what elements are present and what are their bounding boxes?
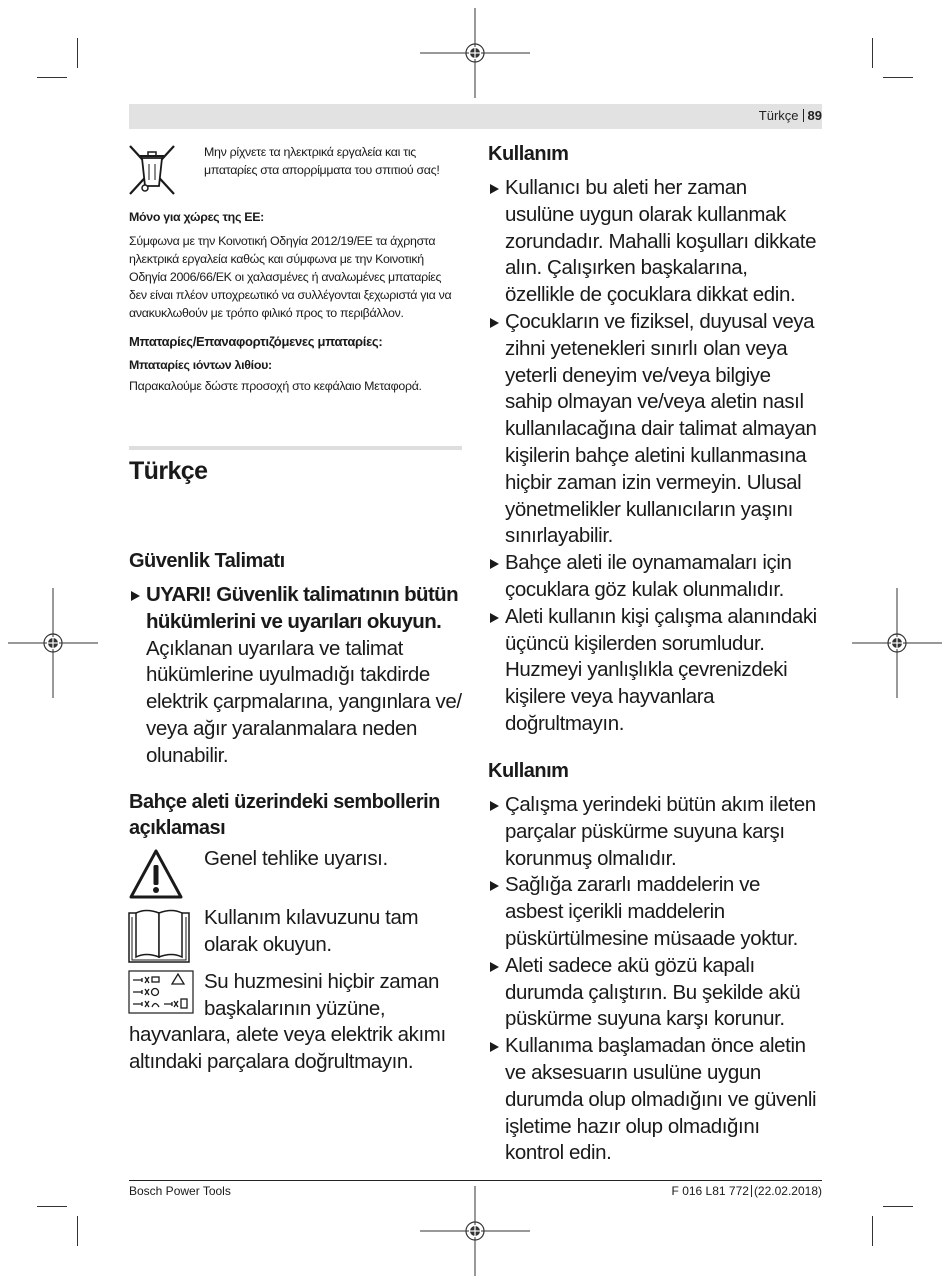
registration-mark-icon xyxy=(420,1186,530,1276)
liion-text: Παρακαλούμε δώστε προσοχή στο κεφάλαιο Μεταφορά. xyxy=(129,379,422,393)
symbol-manual-text: Kullanım kılavuzunu tam olarak okuyun. xyxy=(204,906,419,956)
crop-mark xyxy=(872,1216,873,1246)
symbol-spray-line-3: hayvanlara, alete veya elektrik akımı altındaki parçalara doğrultmayın. xyxy=(129,1023,446,1073)
crop-mark xyxy=(872,38,873,68)
warning-text: Açıklanan uyarılara ve talimat hükümlerine uyulmadığı takdirde elektrik çarpmalarına, yangınlara ve/ veya ağır yaralanmalara neden olunabilir. xyxy=(146,636,462,767)
page-title: Türkçe xyxy=(129,457,208,485)
warning-triangle-icon xyxy=(128,848,184,900)
footer-doc-number: F 016 L81 772 xyxy=(671,1184,749,1198)
header-bar xyxy=(129,104,822,129)
list-item: Sağlığa zararlı maddelerin ve asbest içerikli maddelerin püskürtülmesine müsaade yoktur. xyxy=(488,872,818,952)
symbols-heading: Bahçe aleti üzerindeki sembollerin açıklaması xyxy=(129,791,440,839)
usage-list-1 xyxy=(488,175,818,738)
crop-mark xyxy=(883,1206,913,1207)
disposal-text: Μην ρίχνετε τα ηλεκτρικά εργαλεία και τις μπαταρίες στα απορρίμματα του σπιτιού σας! xyxy=(204,145,440,177)
manual-book-icon xyxy=(128,907,190,963)
symbol-spray-line-1: Su huzmesini hiçbir zaman xyxy=(204,970,439,993)
footer-brand: Bosch Power Tools xyxy=(129,1184,231,1198)
list-item: Çalışma yerindeki bütün akım ileten parçalar püskürme suyuna karşı korunmuş olmalıdır. xyxy=(488,792,818,872)
warning-bold: UYARI! Güvenlik talimatının bütün hükümlerini ve uyarıları okuyun. xyxy=(146,583,459,633)
registration-mark-icon xyxy=(852,588,942,698)
footer-rule xyxy=(129,1180,822,1181)
registration-mark-icon xyxy=(420,8,530,98)
crop-mark xyxy=(37,1206,67,1207)
footer-date: (22.02.2018) xyxy=(753,1184,822,1198)
symbol-spray-line-2: başkalarının yüzüne, xyxy=(204,997,386,1020)
crossed-bin-icon xyxy=(128,144,176,196)
safety-heading: Güvenlik Talimatı xyxy=(129,550,285,572)
spray-prohibition-icon xyxy=(128,970,194,1014)
registration-mark-icon xyxy=(8,588,98,698)
crop-mark xyxy=(883,77,913,78)
symbol-general-text: Genel tehlike uyarısı. xyxy=(204,847,388,870)
footer-doc-info xyxy=(672,1184,822,1198)
eu-text: Σύμφωνα με την Κοινοτική Οδηγία 2012/19/ΕΕ τα άχρηστα ηλεκτρικά εργαλεία καθώς και σύμφωνα με την Κοινοτική Οδηγία 2006/66/ΕΚ οι χαλασμένες ή αναλωμένες μπαταρίες δεν είναι πλέον υποχρεωτικό να συλλέγονται ξεχωριστά για να ανακυκλωθούν με τρόπο φιλικό προς το περιβάλλον. xyxy=(129,234,452,320)
list-item: Kullanıma başlamadan önce aletin ve aksesuarın usulüne uygun durumda olup olmadığını ve güvenli işletime hazır olup olmadığını kontrol edin. xyxy=(488,1033,818,1167)
header-language: Türkçe xyxy=(758,108,799,123)
list-item: Çocukların ve fiziksel, duyusal veya zihni yetenekleri sınırlı olan veya yeterli deneyim ve/veya bilgiye sahip olmayan ve/veya aletin nasıl kullanılacağına dair talimat almayan kişilerin bahçe aletini kullanmasına hiçbir zaman izin vermeyin. Ulusal yönetmelikler kullanıcıların yaşını sınırlayabilir. xyxy=(488,309,818,550)
page-header xyxy=(759,108,822,123)
page-number: 89 xyxy=(807,108,822,123)
list-item: Bahçe aleti ile oynamamaları için çocuklara göz kulak olunmalıdır. xyxy=(488,550,818,604)
list-item: Kullanıcı bu aleti her zaman usulüne uygun olarak kullanmak zorundadır. Mahalli koşulları dikkate alın. Çalışırken başkalarına, özellikle de çocuklara dikkat edin. xyxy=(488,175,818,309)
crop-mark xyxy=(37,77,67,78)
crop-mark xyxy=(77,1216,78,1246)
section-divider xyxy=(129,446,462,450)
warning-item xyxy=(129,582,481,770)
batteries-heading: Μπαταρίες/Επαναφορτιζόμενες μπαταρίες: xyxy=(129,334,383,349)
usage-heading-1: Kullanım xyxy=(488,143,569,165)
list-item: Aleti kullanın kişi çalışma alanındaki üçüncü kişilerden sorumludur. Huzmeyi yanlışlıkla çevrenizdeki kişilere veya hayvanlara doğrultmayın. xyxy=(488,604,818,738)
usage-list-2 xyxy=(488,792,818,1167)
usage-heading-2: Kullanım xyxy=(488,760,569,782)
list-item: Aleti sadece akü gözü kapalı durumda çalıştırın. Bu şekilde akü püskürme suyuna karşı korunur. xyxy=(488,953,818,1033)
eu-heading: Μόνο για χώρες της ΕΕ: xyxy=(129,210,264,224)
crop-mark xyxy=(77,38,78,68)
liion-heading: Μπαταρίες ιόντων λιθίου: xyxy=(129,358,272,372)
